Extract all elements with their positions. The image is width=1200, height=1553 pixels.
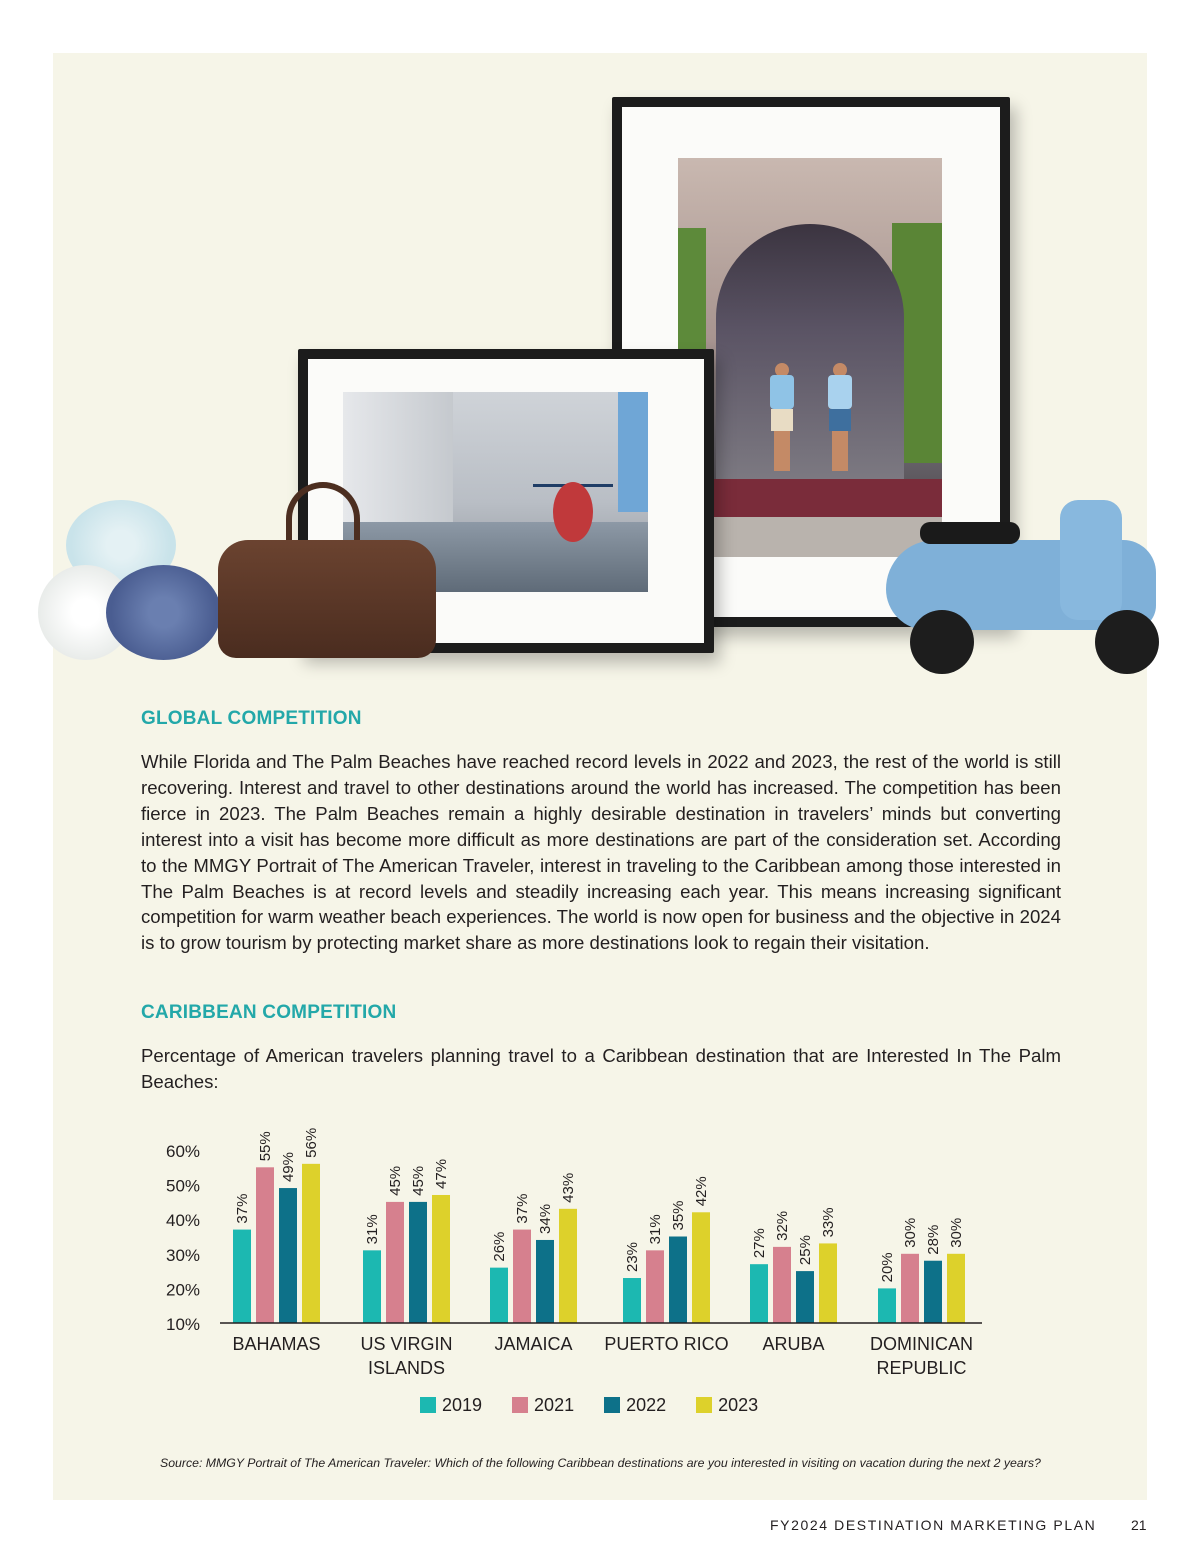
- arch-photo: [678, 158, 942, 557]
- bar-2021: [901, 1254, 919, 1323]
- bar-2022: [924, 1261, 942, 1323]
- data-label: 26%: [491, 1231, 508, 1262]
- bar-2019: [750, 1264, 768, 1323]
- bar-2023: [432, 1195, 450, 1323]
- sky: [618, 392, 648, 512]
- data-label: 43%: [560, 1172, 577, 1203]
- y-tick-label: 20%: [166, 1280, 201, 1300]
- legend-swatch: [512, 1397, 528, 1413]
- category-label: BAHAMAS: [232, 1334, 321, 1354]
- bar-2021: [773, 1247, 791, 1323]
- data-label: 30%: [902, 1217, 919, 1248]
- data-label: 33%: [820, 1207, 837, 1238]
- data-label: 25%: [797, 1235, 814, 1266]
- bar-2019: [363, 1250, 381, 1323]
- category-label: PUERTO RICO: [604, 1334, 729, 1354]
- caribbean-interest-bar-chart: [160, 1125, 1020, 1378]
- data-label: 37%: [514, 1193, 531, 1224]
- legend-item-2021: [512, 1394, 574, 1416]
- bar-2023: [559, 1209, 577, 1323]
- bar-2022: [536, 1240, 554, 1323]
- caribbean-competition-intro: Percentage of American travelers planning travel to a Caribbean destination that are Interested In The Palm Beaches:: [141, 1045, 1061, 1092]
- bar-2021: [646, 1250, 664, 1323]
- data-label: 27%: [751, 1228, 768, 1259]
- bar-2022: [279, 1188, 297, 1323]
- data-label: 37%: [234, 1193, 251, 1224]
- flower-bed: [708, 479, 942, 517]
- global-competition-body: While Florida and The Palm Beaches have reached record levels in 2022 and 2023, the rest of the world is still recovering. Interest and travel to other destinations around the world has increased. The competition has been fierce in 2023. The Palm Beaches remain a highly desirable destination in travelers’ minds but converting interest into a visit has become more difficult as more destinations are part of the consideration set. According to the MMGY Portrait of The American Traveler, interest in traveling to the Caribbean among those interested in The Palm Beaches is at record levels and steadily increasing each year. This means increasing significant competition for warm weather beach experiences. The world is now open for business and the objective in 2024 is to grow tourism by protecting market share as more destinations look to regain their visitation.: [141, 751, 1061, 954]
- global-competition-heading: GLOBAL COMPETITION: [141, 708, 362, 729]
- source-note: Source: MMGY Portrait of The American Traveler: Which of the following Caribbean destinations are you interested in visiting on vacation during the next 2 years?: [160, 1456, 1041, 1470]
- bar-2021: [513, 1230, 531, 1323]
- bar-2021: [256, 1167, 274, 1323]
- scooter-front: [1060, 500, 1122, 620]
- data-label: 42%: [693, 1176, 710, 1207]
- sculpture-sticks: [533, 427, 613, 487]
- bar-2021: [386, 1202, 404, 1323]
- data-label: 47%: [433, 1158, 450, 1189]
- y-tick-label: 50%: [166, 1176, 201, 1196]
- data-label: 30%: [948, 1217, 965, 1248]
- data-label: 20%: [879, 1252, 896, 1283]
- data-label: 31%: [364, 1214, 381, 1245]
- bar-2019: [233, 1230, 251, 1323]
- legend-label: 2023: [718, 1394, 759, 1415]
- category-label: JAMAICA: [494, 1334, 573, 1354]
- bar-2022: [669, 1237, 687, 1324]
- legend-swatch: [696, 1397, 712, 1413]
- bar-2019: [878, 1288, 896, 1323]
- bar-2023: [947, 1254, 965, 1323]
- data-label: 55%: [257, 1131, 274, 1162]
- data-label: 35%: [670, 1200, 687, 1231]
- y-tick-label: 30%: [166, 1245, 201, 1265]
- data-label: 56%: [303, 1127, 320, 1158]
- legend-swatch: [604, 1397, 620, 1413]
- legend-swatch: [420, 1397, 436, 1413]
- bar-2023: [819, 1243, 837, 1323]
- bar-2019: [490, 1268, 508, 1323]
- data-label: 32%: [774, 1210, 791, 1241]
- bar-2022: [409, 1202, 427, 1323]
- duffel-bag: [218, 540, 436, 658]
- legend-label: 2021: [534, 1394, 575, 1415]
- y-tick-label: 60%: [166, 1142, 201, 1161]
- photo-collage: [0, 0, 1200, 700]
- bar-2019: [623, 1278, 641, 1323]
- archway: [716, 224, 904, 484]
- data-label: 31%: [647, 1214, 664, 1245]
- y-tick-label: 40%: [166, 1211, 201, 1231]
- category-label: ISLANDS: [367, 1358, 446, 1378]
- page-number: 21: [1131, 1517, 1147, 1533]
- data-label: 34%: [537, 1203, 554, 1234]
- category-label: REPUBLIC: [876, 1358, 967, 1378]
- sculpture-vase: [553, 482, 593, 542]
- data-label: 45%: [410, 1165, 427, 1196]
- legend-label: 2019: [442, 1394, 483, 1415]
- data-label: 23%: [624, 1241, 641, 1273]
- data-label: 45%: [387, 1165, 404, 1196]
- person-right: [824, 363, 856, 483]
- data-label: 49%: [280, 1152, 297, 1183]
- towel-navy: [106, 565, 221, 660]
- bar-2022: [796, 1271, 814, 1323]
- category-label: US VIRGIN: [360, 1334, 453, 1354]
- scooter-seat: [920, 522, 1020, 544]
- scooter-rear-wheel: [910, 610, 974, 674]
- caribbean-competition-heading: CARIBBEAN COMPETITION: [141, 1002, 397, 1023]
- category-label: ARUBA: [762, 1334, 825, 1354]
- person-left: [766, 363, 798, 483]
- bar-2023: [302, 1164, 320, 1323]
- legend-item-2022: [604, 1394, 666, 1416]
- data-label: 28%: [925, 1224, 942, 1255]
- footer-title: FY2024 DESTINATION MARKETING PLAN: [770, 1517, 1097, 1533]
- chart-legend: [420, 1394, 758, 1416]
- scooter-front-wheel: [1095, 610, 1159, 674]
- legend-label: 2022: [626, 1394, 667, 1415]
- y-tick-label: 10%: [166, 1315, 201, 1334]
- legend-item-2019: [420, 1394, 482, 1416]
- bar-2023: [692, 1212, 710, 1323]
- legend-item-2023: [696, 1394, 758, 1416]
- category-label: DOMINICAN: [870, 1334, 973, 1354]
